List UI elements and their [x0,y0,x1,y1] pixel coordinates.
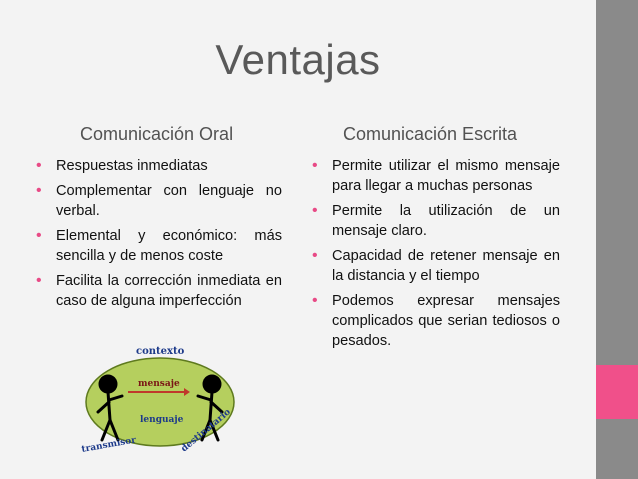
label-mensaje: mensaje [138,379,180,389]
list-item: • Permite utilizar el mismo mensaje para llegar a muchas personas [306,156,560,196]
list-item: • Elemental y económico: más sencilla y de menos coste [30,226,282,266]
label-transmisor: transmisor [80,435,137,455]
list-item: • Facilita la corrección inmediata en caso de alguna imperfección [30,271,282,311]
communication-diagram [80,340,240,458]
list-item: • Permite la utilización de un mensaje claro. [306,201,560,241]
bullet-list-escrita [306,156,560,356]
list-item: • Complementar con lenguaje no verbal. [30,181,282,221]
column-heading-oral: Comunicación Oral [80,124,234,144]
bullet-list-oral [30,156,282,316]
list-item: • Podemos expresar mensajes complicados que serian tediosos o pesados. [306,291,560,351]
slide-title: Ventajas [215,36,381,83]
sidebar-bar [596,0,638,479]
accent-block [596,365,638,419]
label-destinatario: destinatario [179,407,233,455]
label-contexto: contexto [136,346,185,357]
column-heading-escrita: Comunicación Escrita [343,124,518,144]
list-item: • Capacidad de retener mensaje en la distancia y el tiempo [306,246,560,286]
label-lenguaje: lenguaje [140,415,184,425]
list-item: • Respuestas inmediatas [30,156,282,176]
